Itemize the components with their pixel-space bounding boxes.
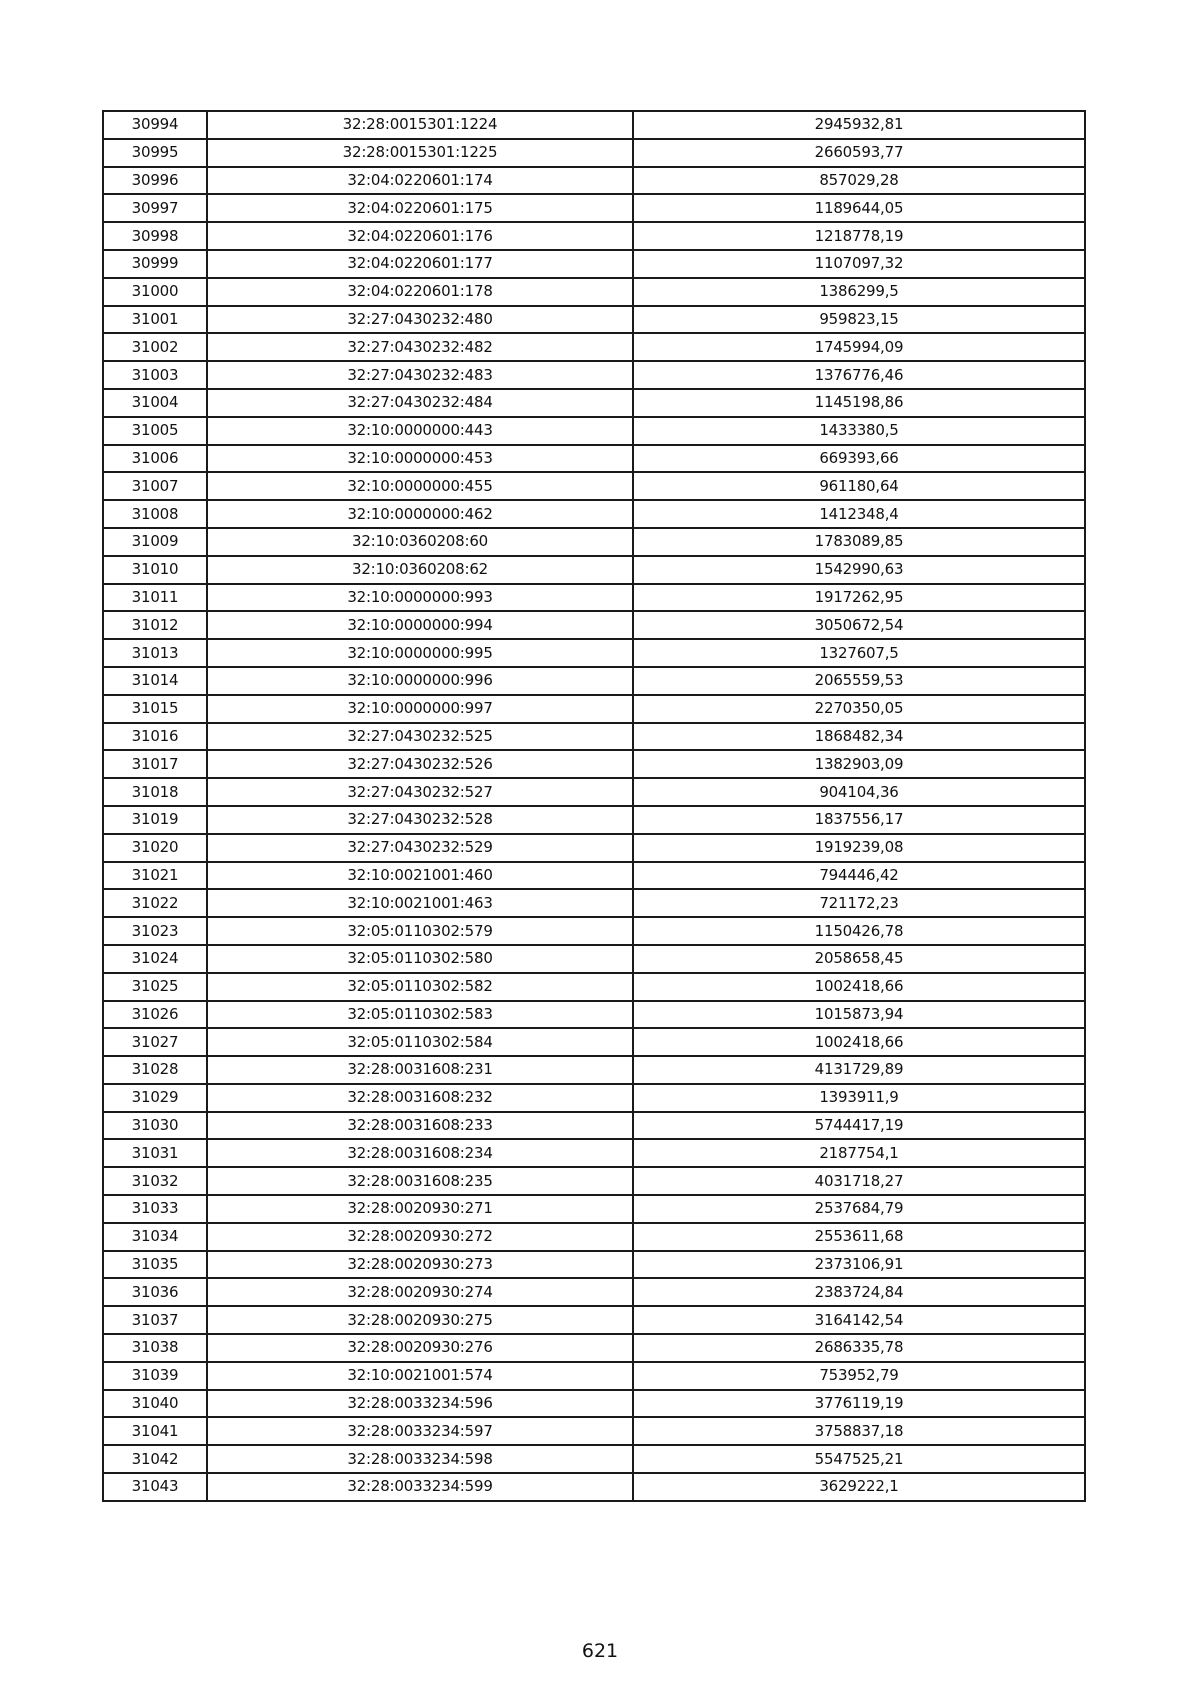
cadastral-number-cell: 32:28:0033234:599 — [207, 1473, 633, 1501]
table-row — [103, 333, 1085, 361]
table-row — [103, 973, 1085, 1001]
table-row — [103, 584, 1085, 612]
cadastral-value-cell: 2373106,91 — [633, 1251, 1085, 1279]
row-number-cell: 31000 — [103, 278, 207, 306]
cadastral-value-cell: 794446,42 — [633, 862, 1085, 890]
table-row — [103, 1028, 1085, 1056]
table-row — [103, 1112, 1085, 1140]
table-row — [103, 723, 1085, 751]
cadastral-number-cell: 32:05:0110302:583 — [207, 1001, 633, 1029]
table-row — [103, 778, 1085, 806]
row-number-cell: 31033 — [103, 1195, 207, 1223]
cadastral-value-cell: 2383724,84 — [633, 1278, 1085, 1306]
cadastral-number-cell: 32:10:0021001:463 — [207, 889, 633, 917]
cadastral-value-cell: 1145198,86 — [633, 389, 1085, 417]
row-number-cell: 31012 — [103, 611, 207, 639]
row-number-cell: 31036 — [103, 1278, 207, 1306]
row-number-cell: 31027 — [103, 1028, 207, 1056]
table-row — [103, 1251, 1085, 1279]
cadastral-number-cell: 32:28:0033234:596 — [207, 1390, 633, 1418]
cadastral-number-cell: 32:28:0033234:598 — [207, 1445, 633, 1473]
cadastral-value-cell: 1783089,85 — [633, 528, 1085, 556]
cadastral-value-cell: 1393911,9 — [633, 1084, 1085, 1112]
table-row — [103, 500, 1085, 528]
table-row — [103, 667, 1085, 695]
cadastral-value-cell: 2065559,53 — [633, 667, 1085, 695]
cadastral-value-cell: 1107097,32 — [633, 250, 1085, 278]
cadastral-number-cell: 32:28:0020930:276 — [207, 1334, 633, 1362]
table-row — [103, 278, 1085, 306]
cadastral-number-cell: 32:04:0220601:177 — [207, 250, 633, 278]
cadastral-number-cell: 32:05:0110302:582 — [207, 973, 633, 1001]
cadastral-number-cell: 32:10:0000000:993 — [207, 584, 633, 612]
cadastral-number-cell: 32:28:0020930:273 — [207, 1251, 633, 1279]
table-row — [103, 750, 1085, 778]
table-row — [103, 389, 1085, 417]
cadastral-value-cell: 1433380,5 — [633, 417, 1085, 445]
row-number-cell: 31004 — [103, 389, 207, 417]
cadastral-number-cell: 32:27:0430232:526 — [207, 750, 633, 778]
cadastral-value-cell: 3758837,18 — [633, 1417, 1085, 1445]
row-number-cell: 31037 — [103, 1306, 207, 1334]
row-number-cell: 31040 — [103, 1390, 207, 1418]
row-number-cell: 30994 — [103, 111, 207, 139]
cadastral-number-cell: 32:05:0110302:579 — [207, 917, 633, 945]
cadastral-value-cell: 1218778,19 — [633, 222, 1085, 250]
cadastral-value-cell: 857029,28 — [633, 167, 1085, 195]
row-number-cell: 31021 — [103, 862, 207, 890]
table-row — [103, 472, 1085, 500]
row-number-cell: 31001 — [103, 306, 207, 334]
cadastral-value-cell: 5547525,21 — [633, 1445, 1085, 1473]
cadastral-number-cell: 32:10:0000000:995 — [207, 639, 633, 667]
row-number-cell: 31011 — [103, 584, 207, 612]
cadastral-value-cell: 1002418,66 — [633, 1028, 1085, 1056]
table-row — [103, 222, 1085, 250]
cadastral-number-cell: 32:27:0430232:528 — [207, 806, 633, 834]
row-number-cell: 31006 — [103, 445, 207, 473]
cadastral-number-cell: 32:28:0033234:597 — [207, 1417, 633, 1445]
cadastral-value-cell: 1376776,46 — [633, 361, 1085, 389]
row-number-cell: 31030 — [103, 1112, 207, 1140]
cadastral-value-cell: 1002418,66 — [633, 973, 1085, 1001]
cadastral-number-cell: 32:28:0031608:235 — [207, 1167, 633, 1195]
table-row — [103, 1223, 1085, 1251]
cadastral-value-cell: 959823,15 — [633, 306, 1085, 334]
cadastral-value-cell: 4031718,27 — [633, 1167, 1085, 1195]
cadastral-value-cell: 1919239,08 — [633, 834, 1085, 862]
cadastral-value-cell: 1189644,05 — [633, 194, 1085, 222]
table-row — [103, 1001, 1085, 1029]
cadastral-number-cell: 32:28:0015301:1225 — [207, 139, 633, 167]
row-number-cell: 30999 — [103, 250, 207, 278]
cadastral-value-cell: 753952,79 — [633, 1362, 1085, 1390]
table-row — [103, 250, 1085, 278]
row-number-cell: 31013 — [103, 639, 207, 667]
cadastral-value-cell: 2686335,78 — [633, 1334, 1085, 1362]
cadastral-value-cell: 1745994,09 — [633, 333, 1085, 361]
cadastral-number-cell: 32:28:0031608:232 — [207, 1084, 633, 1112]
cadastral-value-cell: 1868482,34 — [633, 723, 1085, 751]
row-number-cell: 30997 — [103, 194, 207, 222]
row-number-cell: 31024 — [103, 945, 207, 973]
table-row — [103, 1306, 1085, 1334]
cadastral-number-cell: 32:27:0430232:482 — [207, 333, 633, 361]
cadastral-number-cell: 32:28:0031608:231 — [207, 1056, 633, 1084]
table-row — [103, 417, 1085, 445]
cadastral-value-cell: 1015873,94 — [633, 1001, 1085, 1029]
cadastral-value-cell: 904104,36 — [633, 778, 1085, 806]
table-row — [103, 1417, 1085, 1445]
table-row — [103, 1445, 1085, 1473]
cadastral-value-cell: 2058658,45 — [633, 945, 1085, 973]
cadastral-value-cell: 2660593,77 — [633, 139, 1085, 167]
table-row — [103, 111, 1085, 139]
cadastral-number-cell: 32:28:0031608:234 — [207, 1139, 633, 1167]
row-number-cell: 30996 — [103, 167, 207, 195]
cadastral-number-cell: 32:05:0110302:584 — [207, 1028, 633, 1056]
cadastral-number-cell: 32:10:0000000:994 — [207, 611, 633, 639]
cadastral-number-cell: 32:04:0220601:175 — [207, 194, 633, 222]
cadastral-number-cell: 32:10:0000000:443 — [207, 417, 633, 445]
cadastral-number-cell: 32:04:0220601:176 — [207, 222, 633, 250]
table-row — [103, 1362, 1085, 1390]
row-number-cell: 31002 — [103, 333, 207, 361]
cadastral-value-cell: 2270350,05 — [633, 695, 1085, 723]
cadastral-number-cell: 32:27:0430232:527 — [207, 778, 633, 806]
cadastral-value-cell: 669393,66 — [633, 445, 1085, 473]
table-row — [103, 862, 1085, 890]
cadastral-number-cell: 32:27:0430232:525 — [207, 723, 633, 751]
row-number-cell: 31038 — [103, 1334, 207, 1362]
row-number-cell: 31034 — [103, 1223, 207, 1251]
cadastral-number-cell: 32:27:0430232:529 — [207, 834, 633, 862]
cadastral-number-cell: 32:10:0000000:996 — [207, 667, 633, 695]
table-row — [103, 1084, 1085, 1112]
table-row — [103, 695, 1085, 723]
cadastral-value-cell: 2945932,81 — [633, 111, 1085, 139]
cadastral-number-cell: 32:05:0110302:580 — [207, 945, 633, 973]
row-number-cell: 31023 — [103, 917, 207, 945]
table-row — [103, 139, 1085, 167]
table-row — [103, 445, 1085, 473]
row-number-cell: 31029 — [103, 1084, 207, 1112]
cadastral-value-cell: 5744417,19 — [633, 1112, 1085, 1140]
row-number-cell: 31028 — [103, 1056, 207, 1084]
cadastral-value-cell: 1917262,95 — [633, 584, 1085, 612]
row-number-cell: 31015 — [103, 695, 207, 723]
cadastral-value-cell: 3629222,1 — [633, 1473, 1085, 1501]
cadastral-value-cell: 2553611,68 — [633, 1223, 1085, 1251]
row-number-cell: 31005 — [103, 417, 207, 445]
cadastral-number-cell: 32:28:0020930:274 — [207, 1278, 633, 1306]
table-row — [103, 194, 1085, 222]
cadastral-value-cell: 1542990,63 — [633, 556, 1085, 584]
row-number-cell: 30995 — [103, 139, 207, 167]
row-number-cell: 31043 — [103, 1473, 207, 1501]
table-row — [103, 1139, 1085, 1167]
row-number-cell: 31020 — [103, 834, 207, 862]
row-number-cell: 31025 — [103, 973, 207, 1001]
cadastral-value-cell: 1386299,5 — [633, 278, 1085, 306]
cadastral-number-cell: 32:10:0021001:574 — [207, 1362, 633, 1390]
row-number-cell: 31007 — [103, 472, 207, 500]
cadastral-value-cell: 3050672,54 — [633, 611, 1085, 639]
page-number: 621 — [581, 1640, 619, 1662]
row-number-cell: 31010 — [103, 556, 207, 584]
table-row — [103, 167, 1085, 195]
row-number-cell: 31031 — [103, 1139, 207, 1167]
cadastral-value-cell: 4131729,89 — [633, 1056, 1085, 1084]
table-row — [103, 1195, 1085, 1223]
table-row — [103, 1334, 1085, 1362]
cadastral-number-cell: 32:28:0020930:275 — [207, 1306, 633, 1334]
cadastral-value-cell: 1382903,09 — [633, 750, 1085, 778]
cadastral-value-cell: 3164142,54 — [633, 1306, 1085, 1334]
cadastral-value-cell: 2187754,1 — [633, 1139, 1085, 1167]
cadastral-value-cell: 3776119,19 — [633, 1390, 1085, 1418]
cadastral-value-cell: 721172,23 — [633, 889, 1085, 917]
cadastral-number-cell: 32:10:0000000:453 — [207, 445, 633, 473]
cadastral-number-cell: 32:28:0031608:233 — [207, 1112, 633, 1140]
cadastral-value-cell: 961180,64 — [633, 472, 1085, 500]
row-number-cell: 31042 — [103, 1445, 207, 1473]
table-row — [103, 1390, 1085, 1418]
cadastral-number-cell: 32:10:0360208:60 — [207, 528, 633, 556]
table-row — [103, 945, 1085, 973]
table-row — [103, 611, 1085, 639]
row-number-cell: 31019 — [103, 806, 207, 834]
cadastral-number-cell: 32:10:0021001:460 — [207, 862, 633, 890]
cadastral-value-cell: 2537684,79 — [633, 1195, 1085, 1223]
cadastral-number-cell: 32:10:0360208:62 — [207, 556, 633, 584]
row-number-cell: 31026 — [103, 1001, 207, 1029]
table-row — [103, 806, 1085, 834]
cadastral-number-cell: 32:04:0220601:174 — [207, 167, 633, 195]
table-row — [103, 889, 1085, 917]
row-number-cell: 31008 — [103, 500, 207, 528]
table-row — [103, 361, 1085, 389]
cadastral-number-cell: 32:10:0000000:997 — [207, 695, 633, 723]
row-number-cell: 31035 — [103, 1251, 207, 1279]
row-number-cell: 31003 — [103, 361, 207, 389]
table-row — [103, 639, 1085, 667]
table-row — [103, 306, 1085, 334]
row-number-cell: 31014 — [103, 667, 207, 695]
table-body — [103, 111, 1085, 1501]
row-number-cell: 31032 — [103, 1167, 207, 1195]
cadastral-number-cell: 32:10:0000000:462 — [207, 500, 633, 528]
cadastral-number-cell: 32:27:0430232:483 — [207, 361, 633, 389]
cadastral-value-cell: 1327607,5 — [633, 639, 1085, 667]
table-row — [103, 834, 1085, 862]
row-number-cell: 31041 — [103, 1417, 207, 1445]
cadastral-number-cell: 32:04:0220601:178 — [207, 278, 633, 306]
cadastral-number-cell: 32:28:0020930:271 — [207, 1195, 633, 1223]
cadastral-value-table — [102, 110, 1086, 1502]
row-number-cell: 30998 — [103, 222, 207, 250]
cadastral-number-cell: 32:10:0000000:455 — [207, 472, 633, 500]
row-number-cell: 31016 — [103, 723, 207, 751]
row-number-cell: 31018 — [103, 778, 207, 806]
cadastral-number-cell: 32:27:0430232:480 — [207, 306, 633, 334]
table-row — [103, 528, 1085, 556]
table-row — [103, 1056, 1085, 1084]
table-row — [103, 556, 1085, 584]
table-row — [103, 1473, 1085, 1501]
cadastral-value-cell: 1837556,17 — [633, 806, 1085, 834]
row-number-cell: 31022 — [103, 889, 207, 917]
cadastral-value-cell: 1150426,78 — [633, 917, 1085, 945]
cadastral-value-cell: 1412348,4 — [633, 500, 1085, 528]
cadastral-number-cell: 32:28:0020930:272 — [207, 1223, 633, 1251]
cadastral-number-cell: 32:28:0015301:1224 — [207, 111, 633, 139]
row-number-cell: 31009 — [103, 528, 207, 556]
table-row — [103, 1167, 1085, 1195]
row-number-cell: 31017 — [103, 750, 207, 778]
row-number-cell: 31039 — [103, 1362, 207, 1390]
table-row — [103, 1278, 1085, 1306]
table-row — [103, 917, 1085, 945]
cadastral-number-cell: 32:27:0430232:484 — [207, 389, 633, 417]
